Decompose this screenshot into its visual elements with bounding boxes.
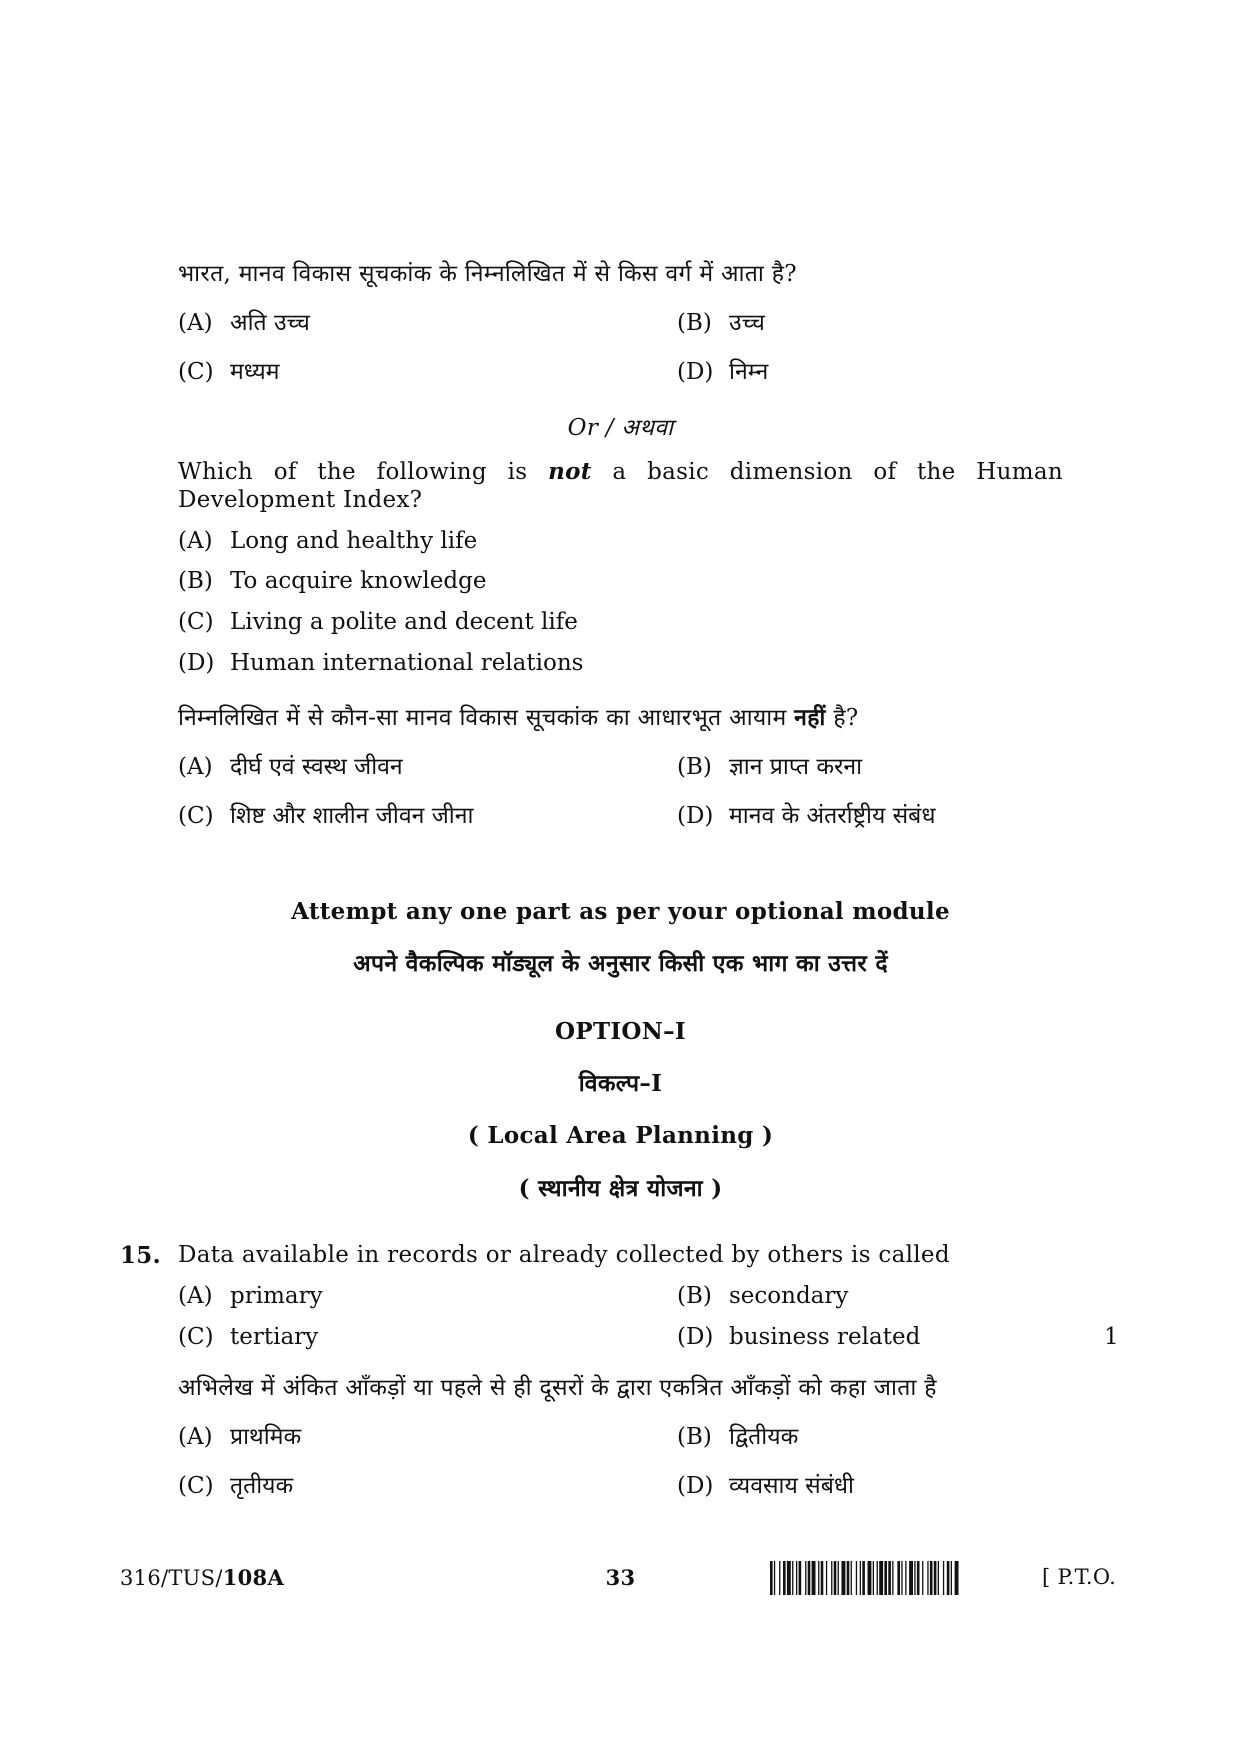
barcode-bar [834, 1561, 837, 1595]
q15-hindi-option-d [677, 1468, 854, 1500]
option-text: व्यवसाय संबंधी [729, 1473, 854, 1499]
barcode-bar [799, 1561, 802, 1595]
barcode-bar [917, 1561, 920, 1595]
option-label: (A) [178, 1283, 213, 1309]
option-label: (D) [677, 1473, 714, 1499]
q14-alt-english-stem-line2: Development Index? [178, 487, 423, 513]
stem-text: Which of the following is [178, 459, 528, 485]
q14-hindi-option-a [178, 305, 310, 337]
q14-alt-hindi-option-b [677, 749, 862, 781]
q14-hindi-stem: भारत, मानव विकास सूचकांक के निम्नलिखित में से किस वर्ग में आता है? [178, 261, 797, 287]
q15-marks: 1 [1104, 1324, 1119, 1350]
barcode-bar [922, 1561, 923, 1595]
barcode-bar [947, 1561, 950, 1595]
barcode-bar [851, 1561, 852, 1595]
barcode-bar [934, 1561, 937, 1595]
module-title-hindi: ( स्थानीय क्षेत्र योजना ) [518, 1175, 723, 1202]
barcode-bar [847, 1561, 850, 1595]
q14-alt-hindi-stem [178, 700, 1058, 732]
barcode-bar [873, 1561, 874, 1595]
barcode-bar [897, 1561, 900, 1595]
stem-text: निम्नलिखित में से कौन-सा मानव विकास सूचकांक का आधारभूत आयाम [178, 705, 787, 731]
option-label: (D) [677, 803, 714, 829]
option-text: Human international relations [230, 650, 584, 676]
q15-hindi-stem: अभिलेख में अंकित आँकड़ों या पहले से ही दूसरों के द्वारा एकत्रित आँकड़ों को कहा जाता है [178, 1375, 937, 1401]
option-label: (D) [677, 359, 714, 385]
barcode-bar [951, 1561, 952, 1595]
q15-option-d [677, 1324, 920, 1350]
or-separator: Or / अथवा [567, 415, 674, 441]
q15-hindi-option-b [677, 1419, 798, 1451]
option-label: (C) [178, 1473, 214, 1499]
barcode-bar [930, 1561, 933, 1595]
barcode-bar [787, 1561, 791, 1595]
q15-stem: Data available in records or already collected by others is called [178, 1242, 950, 1268]
option-heading-english: OPTION–I [555, 1018, 686, 1045]
stem-emphasis: नहीं [794, 704, 826, 731]
barcode-bar [901, 1561, 902, 1595]
barcode-bar [884, 1561, 887, 1595]
q14-alt-english-option-c [178, 609, 578, 635]
q15-option-a [178, 1283, 323, 1309]
page-number: 33 [605, 1565, 636, 1590]
q14-alt-english-option-d [178, 650, 583, 676]
q15-option-c [178, 1324, 318, 1350]
barcode-bar [770, 1561, 773, 1595]
option-text: अति उच्च [230, 310, 310, 336]
option-label: (C) [178, 359, 214, 385]
barcode-bar [796, 1561, 797, 1595]
option-text: मध्यम [230, 359, 280, 385]
barcode-bar [808, 1561, 811, 1595]
barcode-bar [862, 1561, 865, 1595]
option-text: मानव के अंतर्राष्ट्रीय संबंध [729, 803, 936, 829]
option-text: शिष्ट और शालीन जीवन जीना [230, 803, 474, 829]
barcode-bar [812, 1561, 816, 1595]
q15-hindi-option-a [178, 1419, 301, 1451]
barcode-bar [856, 1561, 857, 1595]
q15-option-b [677, 1283, 848, 1309]
barcode-bar [818, 1561, 819, 1595]
barcode-bar [783, 1561, 786, 1595]
option-label: (B) [677, 310, 712, 336]
option-text: द्वितीयक [729, 1424, 799, 1450]
option-label: (B) [677, 1424, 712, 1450]
barcode-bar [868, 1561, 872, 1595]
q14-alt-hindi-option-a [178, 749, 403, 781]
option-text: secondary [729, 1283, 849, 1309]
barcode-bar [774, 1561, 775, 1595]
barcode-bar [909, 1561, 913, 1595]
barcode-bar [842, 1561, 846, 1595]
barcode-bar [914, 1561, 915, 1595]
stem-emphasis: not [548, 458, 592, 485]
option-text: tertiary [230, 1324, 319, 1350]
option-text: primary [230, 1283, 323, 1309]
barcode-bar [879, 1561, 883, 1595]
option-label: (B) [677, 754, 712, 780]
section-instruction-hindi: अपने वैकल्पिक मॉड्यूल के अनुसार किसी एक भाग का उत्तर दें [353, 950, 888, 977]
option-text: Long and healthy life [230, 528, 478, 554]
barcode-bar [779, 1561, 780, 1595]
stem-text: है? [833, 705, 859, 731]
barcode-bar [892, 1561, 893, 1595]
option-text: Living a polite and decent life [230, 609, 578, 635]
q14-alt-english-option-b [178, 568, 486, 594]
option-label: (D) [677, 1324, 714, 1350]
stem-text: a basic dimension of the Human [612, 459, 1063, 485]
q15-number: 15. [120, 1242, 161, 1269]
q14-hindi-option-c [178, 354, 280, 386]
section-instruction-english: Attempt any one part as per your optional module [291, 898, 950, 925]
paper-code-prefix: 316/TUS/ [120, 1566, 223, 1590]
barcode-bar [938, 1561, 939, 1595]
option-text: दीर्घ एवं स्वस्थ जीवन [230, 754, 403, 780]
option-text: business related [729, 1324, 921, 1350]
q15-hindi-option-c [178, 1468, 293, 1500]
option-label: (A) [178, 310, 213, 336]
option-text: निम्न [729, 359, 769, 385]
barcode-bar [943, 1561, 944, 1595]
barcode-bar [805, 1561, 806, 1595]
q14-hindi-option-d [677, 354, 768, 386]
option-label: (B) [677, 1283, 712, 1309]
option-label: (C) [178, 1324, 214, 1350]
barcode-bar [905, 1561, 906, 1595]
q14-alt-english-stem-line1 [178, 458, 1063, 485]
option-text: उच्च [729, 310, 765, 336]
paper-code-suffix: 108A [222, 1565, 285, 1590]
barcode-bar [860, 1561, 861, 1595]
option-label: (A) [178, 754, 213, 780]
option-label: (C) [178, 803, 214, 829]
option-text: ज्ञान प्राप्त करना [729, 754, 863, 780]
barcode-bar [826, 1561, 827, 1595]
barcode-image [770, 1561, 1028, 1595]
pto-marker: [ P.T.O. [1042, 1565, 1117, 1589]
barcode-bar [955, 1561, 959, 1595]
option-label: (B) [178, 568, 213, 594]
barcode-bar [792, 1561, 793, 1595]
barcode-bar [838, 1561, 839, 1595]
q14-alt-hindi-option-c [178, 798, 473, 830]
barcode-bar [877, 1561, 878, 1595]
q14-hindi-option-b [677, 305, 765, 337]
option-heading-hindi: विकल्प–I [578, 1070, 663, 1097]
option-text: प्राथमिक [230, 1424, 302, 1450]
option-text: तृतीयक [230, 1473, 294, 1499]
option-label: (D) [178, 650, 215, 676]
barcode-bar [927, 1561, 928, 1595]
option-label: (A) [178, 1424, 213, 1450]
module-title-english: ( Local Area Planning ) [467, 1122, 774, 1149]
barcode-bar [831, 1561, 832, 1595]
q14-alt-english-option-a [178, 528, 477, 554]
barcode-bar [821, 1561, 824, 1595]
option-text: To acquire knowledge [230, 568, 487, 594]
q14-alt-hindi-option-d [677, 798, 935, 830]
option-label: (C) [178, 609, 214, 635]
option-label: (A) [178, 528, 213, 554]
barcode-bar [888, 1561, 891, 1595]
